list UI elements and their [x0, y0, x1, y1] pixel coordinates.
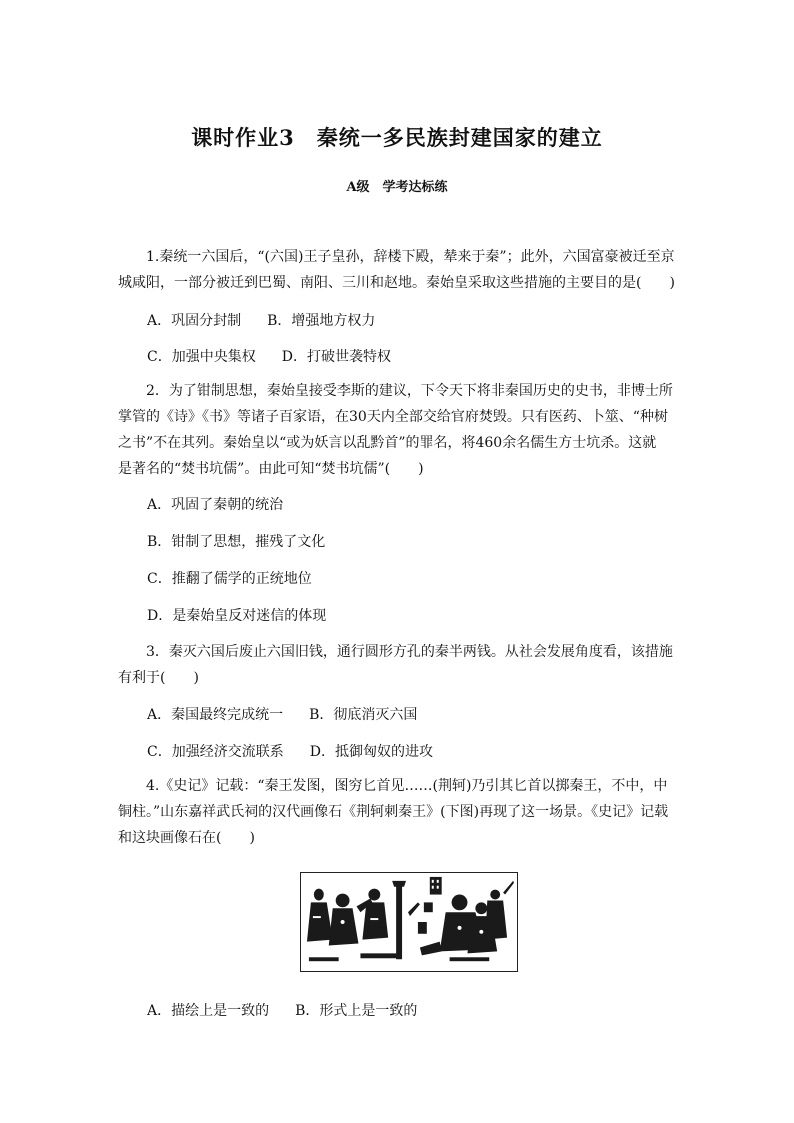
question-line: 4.《史记》记载：“秦王发图，图穷匕首见……(荆轲)乃引其匕首以掷秦王，不中，中	[146, 778, 668, 794]
option-a[interactable]: A．描绘上是一致的	[147, 1003, 270, 1019]
question-line: 城咸阳，一部分被迁到巴蜀、南阳、三川和赵地。秦始皇采取这些措施的主要目的是( )	[118, 275, 675, 291]
question-line: 3．秦灭六国后废止六国旧钱，通行圆形方孔的秦半两钱。从社会发展角度看，该措施	[146, 644, 673, 660]
options-row	[147, 1001, 417, 1021]
option-c[interactable]: C．推翻了儒学的正统地位	[147, 571, 312, 587]
question-line: 铜柱。”山东嘉祥武氏祠的汉代画像石《荆轲刺秦王》(下图)再现了这一场景。《史记》记载	[118, 804, 669, 820]
question-line: 1.秦统一六国后，“(六国)王子皇孙，辞楼下殿，辇来于秦”；此外，六国富豪被迁至京	[146, 249, 675, 265]
question-4	[118, 773, 678, 851]
question-line: 是著名的“焚书坑儒”。由此可知“焚书坑儒”( )	[118, 461, 424, 477]
options-row	[147, 311, 375, 331]
option-b[interactable]: B．钳制了思想，摧残了文化	[147, 534, 326, 550]
stone-relief-image	[300, 872, 518, 972]
question-line: 掌管的《诗》《书》等诸子百家语，在30天内全部交给官府焚毁。只有医药、卜筮、“种树	[118, 409, 668, 425]
option-b[interactable]: B．增强地方权力	[267, 313, 376, 329]
question-line: 和这块画像石在( )	[118, 830, 255, 846]
question-line: 2．为了钳制思想，秦始皇接受李斯的建议，下令天下将非秦国历史的史书，非博士所	[146, 383, 673, 399]
options-row	[147, 742, 433, 762]
options-row	[147, 705, 417, 725]
question-2	[118, 378, 678, 482]
option-a[interactable]: A．秦国最终完成统一	[147, 707, 284, 723]
option-d[interactable]: D．打破世袭特权	[281, 349, 391, 365]
question-3	[118, 639, 678, 691]
question-line: 之书”不在其列。秦始皇以“或为妖言以乱黔首”的罪名，将460余名儒生方士坑杀。这就	[118, 435, 657, 451]
section-subtitle: A级 学考达标练	[346, 180, 448, 195]
option-c[interactable]: C．加强经济交流联系	[147, 744, 284, 760]
option-b[interactable]: B．形式上是一致的	[295, 1003, 418, 1019]
question-1	[118, 244, 678, 296]
question-line: 有利于( )	[118, 670, 199, 686]
page-title: 课时作业3 秦统一多民族封建国家的建立	[191, 125, 603, 150]
option-a[interactable]: A．巩固分封制	[147, 313, 242, 329]
option-a[interactable]: A．巩固了秦朝的统治	[147, 497, 284, 513]
option-d[interactable]: D．是秦始皇反对迷信的体现	[147, 608, 327, 624]
option-b[interactable]: B．彻底消灭六国	[309, 707, 418, 723]
option-c[interactable]: C．加强中央集权	[147, 349, 256, 365]
option-d[interactable]: D．抵御匈奴的进攻	[309, 744, 433, 760]
options-row	[147, 347, 391, 367]
